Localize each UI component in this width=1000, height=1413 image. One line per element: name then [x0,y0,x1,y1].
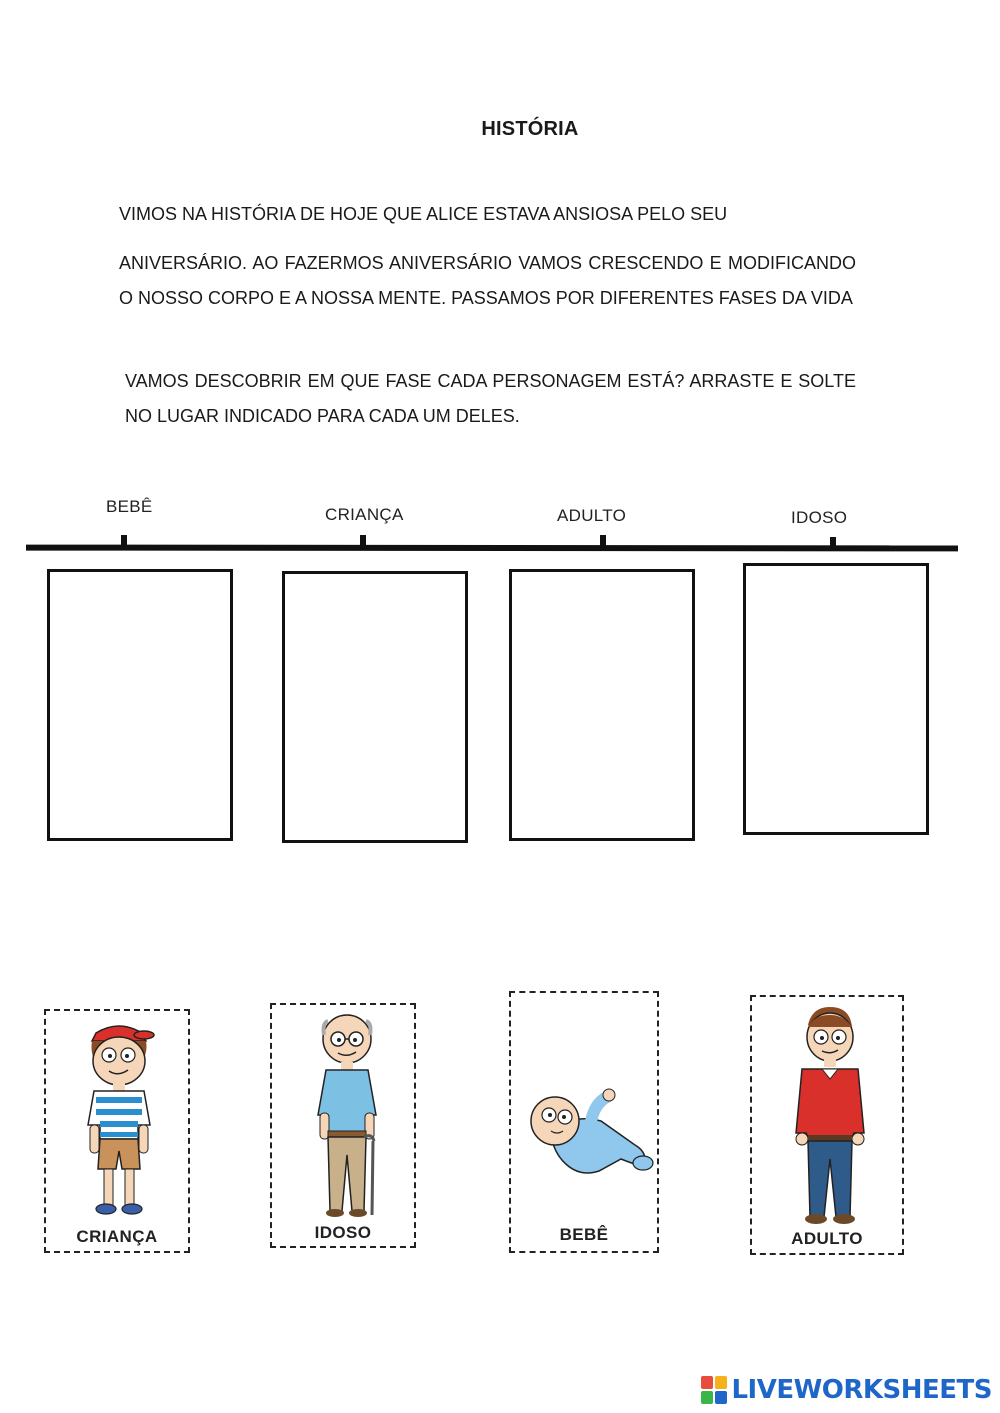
drop-zone-adulto[interactable] [509,569,695,841]
timeline-tick-1 [121,535,127,547]
liveworksheets-logo [701,1375,992,1405]
card-label: ADULTO [791,1229,863,1248]
drag-card-bebe[interactable] [509,991,659,1253]
intro-paragraph: ANIVERSÁRIO. AO FAZERMOS ANIVERSÁRIO VAMOS CRESCENDO E MODIFICANDO O NOSSO CORPO E A NOSSA MENTE. PASSAMOS POR DIFERENTES FASES DA VIDA [119,253,856,308]
worksheet-title: HISTÓRIA [481,118,579,140]
drag-card-crianca[interactable] [44,1009,190,1253]
brand-text: LIVEWORKSHEETS [731,1375,992,1405]
drop-zone-idoso[interactable] [743,563,929,835]
elderly-man-icon [272,1005,418,1250]
timeline-bar [26,545,958,552]
stage-label-bebe: BEBÊ [106,497,153,516]
adult-man-icon [752,997,906,1257]
intro-line: VIMOS NA HISTÓRIA DE HOJE QUE ALICE ESTAVA ANSIOSA PELO SEU [119,204,728,224]
timeline-tick-4 [830,537,836,549]
drop-zone-bebe[interactable] [47,569,233,841]
timeline-tick-2 [360,535,366,547]
card-label: CRIANÇA [76,1227,158,1246]
drop-zone-crianca[interactable] [282,571,468,843]
card-label: BEBÊ [559,1225,609,1244]
child-icon [46,1011,192,1255]
instruction-paragraph: VAMOS DESCOBRIR EM QUE FASE CADA PERSONAGEM ESTÁ? ARRASTE E SOLTE NO LUGAR INDICADO PARA CADA UM DELES. [125,371,856,426]
drag-card-adulto[interactable] [750,995,904,1255]
stage-label-adulto: ADULTO [557,506,627,525]
timeline-tick-3 [600,535,606,547]
drag-card-idoso[interactable] [270,1003,416,1248]
baby-icon [511,993,661,1255]
logo-mark-icon [701,1376,727,1404]
stage-label-crianca: CRIANÇA [325,505,404,524]
stage-label-idoso: IDOSO [791,508,848,527]
card-label: IDOSO [314,1223,372,1242]
